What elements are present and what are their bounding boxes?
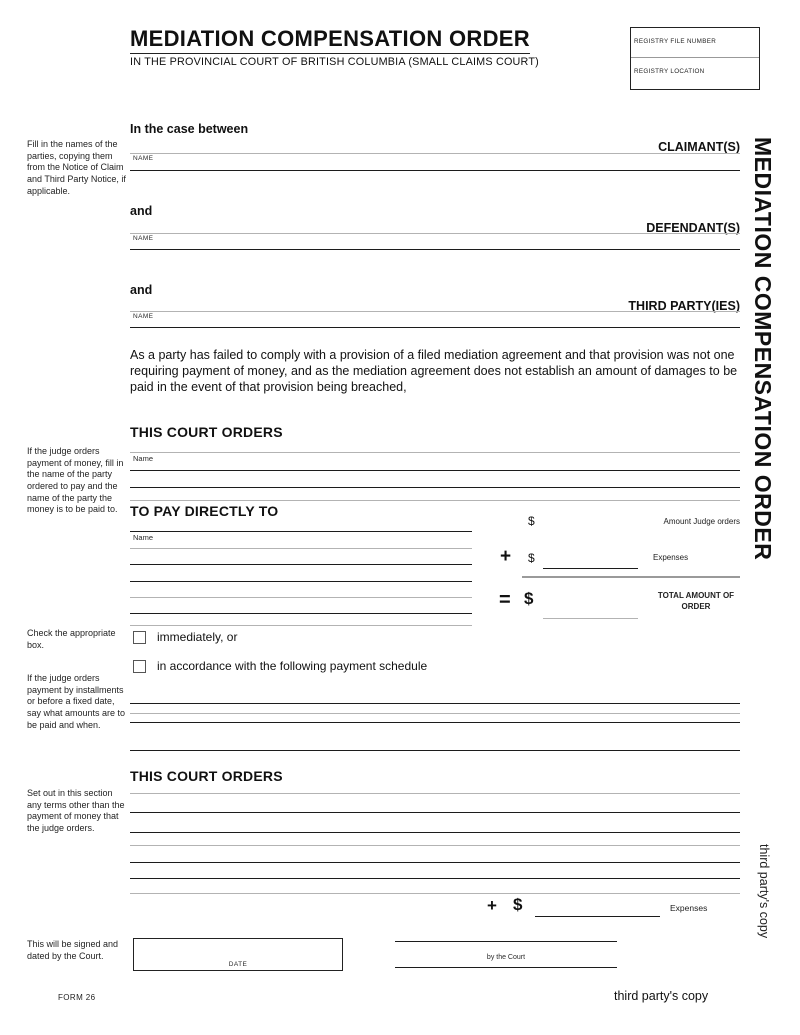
total-rule-line bbox=[522, 576, 740, 578]
payee-name-caption: Name bbox=[133, 533, 154, 542]
ruled-line bbox=[130, 625, 472, 626]
expenses-label: Expenses bbox=[653, 553, 689, 562]
and-label-1: and bbox=[130, 204, 153, 218]
immediately-checkbox-label: immediately, or bbox=[157, 630, 238, 644]
amount-judge-orders-field[interactable] bbox=[543, 510, 638, 528]
ruled-line bbox=[130, 713, 740, 714]
court-orders-heading-2: THIS COURT ORDERS bbox=[130, 768, 283, 784]
ruled-line bbox=[130, 878, 740, 879]
ruled-line bbox=[130, 452, 740, 453]
ruled-line bbox=[130, 327, 740, 328]
registry-file-number-label: REGISTRY FILE NUMBER bbox=[634, 38, 717, 45]
ruled-line bbox=[130, 812, 740, 813]
case-intro-label: In the case between bbox=[130, 122, 249, 136]
registry-file-number-field[interactable] bbox=[631, 28, 759, 58]
defendant-name-caption: NAME bbox=[133, 235, 154, 242]
ruled-line bbox=[130, 862, 740, 863]
ruled-line bbox=[130, 845, 740, 846]
ruled-line bbox=[130, 249, 740, 250]
equals-sign: = bbox=[499, 589, 511, 611]
third-party-label: THIRD PARTY(IES) bbox=[628, 299, 740, 313]
margin-note-other-terms: Set out in this section any terms other than the payment of money that the judge orders. bbox=[27, 788, 125, 834]
page-subtitle: IN THE PROVINCIAL COURT OF BRITISH COLUMBIA (SMALL CLAIMS COURT) bbox=[130, 56, 539, 68]
dollar-sign-expenses-2: $ bbox=[513, 895, 523, 914]
ruled-line bbox=[130, 531, 472, 532]
ruled-line bbox=[130, 153, 740, 154]
court-signature-field[interactable] bbox=[395, 925, 617, 941]
total-amount-field[interactable] bbox=[543, 596, 638, 616]
immediately-checkbox[interactable] bbox=[133, 631, 146, 644]
signature-line-2 bbox=[395, 967, 617, 968]
amount-judge-orders-label: Amount Judge orders bbox=[663, 517, 740, 526]
margin-note-installments: If the judge orders payment by installments or before a fixed date, say what amounts are to be paid and when. bbox=[27, 673, 126, 730]
signature-line bbox=[395, 941, 617, 942]
form-number: FORM 26 bbox=[58, 993, 96, 1002]
third-party-name-field[interactable] bbox=[130, 313, 740, 326]
ruled-line bbox=[130, 893, 740, 894]
expenses-field[interactable] bbox=[543, 551, 638, 567]
ruled-line bbox=[130, 613, 472, 614]
page-title: MEDIATION COMPENSATION ORDER bbox=[130, 26, 530, 54]
claimant-name-caption: NAME bbox=[133, 155, 154, 162]
dollar-sign-total: $ bbox=[524, 589, 534, 608]
total-amount-label: TOTAL AMOUNT OF ORDER bbox=[657, 591, 735, 611]
ruled-line bbox=[130, 750, 740, 751]
expenses-underline bbox=[543, 568, 638, 569]
ruled-line bbox=[130, 581, 472, 582]
ruled-line bbox=[130, 597, 472, 598]
defendant-label: DEFENDANT(S) bbox=[646, 221, 740, 235]
court-orders-heading-1: THIS COURT ORDERS bbox=[130, 424, 283, 440]
margin-note-checkbox: Check the appropriate box. bbox=[27, 628, 116, 650]
plus-sign-2: + bbox=[487, 896, 497, 915]
expenses-2-underline bbox=[535, 916, 660, 917]
ruled-line bbox=[130, 832, 740, 833]
ruled-line bbox=[130, 487, 740, 488]
ruled-line bbox=[130, 170, 740, 171]
ruled-line bbox=[130, 564, 472, 565]
third-party-name-caption: NAME bbox=[133, 313, 154, 320]
dollar-sign-amount: $ bbox=[528, 514, 535, 528]
payment-schedule-checkbox-label: in accordance with the following payment schedule bbox=[157, 659, 428, 673]
ruled-line bbox=[130, 311, 740, 312]
ruled-line bbox=[130, 548, 472, 549]
registry-box bbox=[630, 27, 760, 90]
payment-schedule-field[interactable] bbox=[130, 686, 740, 748]
payer-name-field[interactable] bbox=[130, 454, 740, 469]
section-divider-line bbox=[130, 500, 740, 501]
date-field[interactable] bbox=[133, 938, 343, 971]
by-court-caption: by the Court bbox=[486, 954, 526, 961]
payer-name-caption: Name bbox=[133, 454, 154, 463]
registry-location-label: REGISTRY LOCATION bbox=[634, 68, 705, 75]
copy-label: third party's copy bbox=[614, 989, 709, 1003]
margin-note-signature: This will be signed and dated by the Court. bbox=[27, 939, 119, 961]
vertical-form-title: MEDIATION COMPENSATION ORDER bbox=[750, 137, 776, 561]
claimant-name-field[interactable] bbox=[130, 155, 740, 169]
ruled-line bbox=[130, 703, 740, 704]
ruled-line bbox=[130, 793, 740, 794]
expenses-2-label: Expenses bbox=[670, 903, 708, 913]
defendant-name-field[interactable] bbox=[130, 235, 740, 248]
recital-paragraph: As a party has failed to comply with a provision of a filed mediation agreement and that provision was not one requiring payment of money, and as the mediation agreement does not establish an amount of damages to be paid in the event of that provision being breached, bbox=[130, 348, 738, 394]
registry-location-field[interactable] bbox=[631, 58, 759, 88]
payment-schedule-checkbox[interactable] bbox=[133, 660, 146, 673]
ruled-line bbox=[130, 233, 740, 234]
payee-name-field[interactable] bbox=[130, 533, 472, 546]
margin-note-parties: Fill in the names of the parties, copying them from the Notice of Claim and Third Party Notice, if applicable. bbox=[27, 139, 126, 196]
dollar-sign-expenses: $ bbox=[528, 551, 535, 565]
claimant-label: CLAIMANT(S) bbox=[658, 140, 740, 154]
ruled-line bbox=[130, 722, 740, 723]
and-label-2: and bbox=[130, 283, 153, 297]
total-underline bbox=[543, 618, 638, 619]
pay-directly-heading: TO PAY DIRECTLY TO bbox=[130, 503, 279, 519]
ruled-line bbox=[130, 470, 740, 471]
vertical-copy-label: third party's copy bbox=[757, 844, 771, 939]
date-caption: DATE bbox=[228, 961, 248, 968]
margin-note-payment: If the judge orders payment of money, fill in the name of the party ordered to pay and the name of the party the money is to be paid to. bbox=[27, 446, 124, 515]
plus-sign: + bbox=[500, 546, 512, 567]
expenses-2-field[interactable] bbox=[535, 897, 660, 915]
